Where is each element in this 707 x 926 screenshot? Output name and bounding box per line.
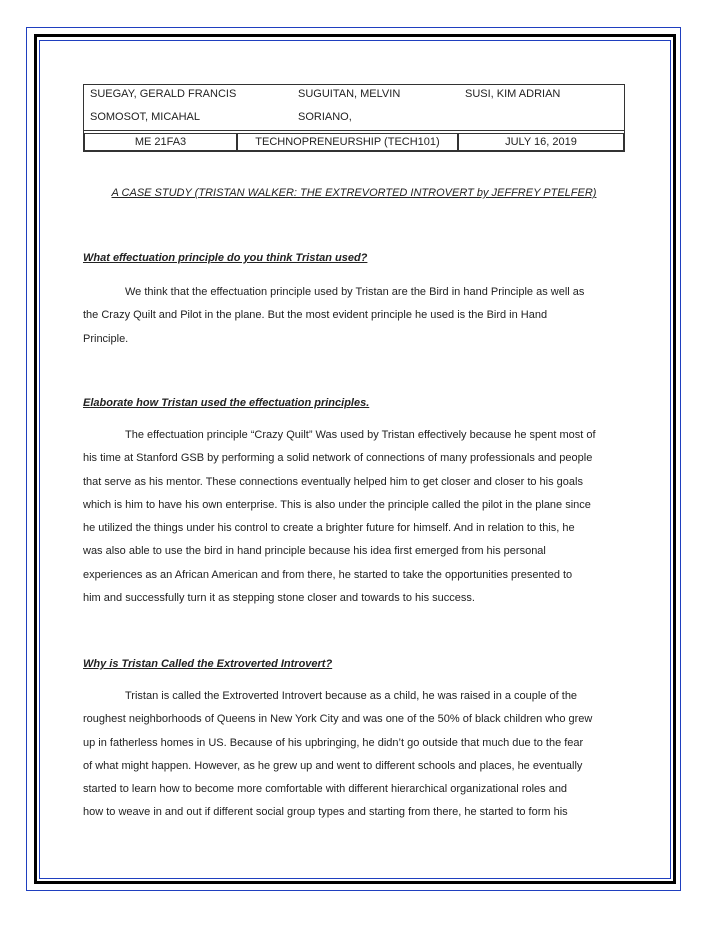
paragraph-line: roughest neighborhoods of Queens in New York City and was one of the 50% of black children who grew bbox=[83, 713, 593, 726]
author-name: SUEGAY, GERALD FRANCIS bbox=[90, 88, 237, 100]
answer-paragraph bbox=[83, 281, 628, 351]
paragraph-line: the Crazy Quilt and Pilot in the plane. But the most evident principle he used is the Bird in Hand bbox=[83, 309, 548, 322]
paragraph-line: that serve as his mentor. These connections eventually helped him to get closer and closer to his goals bbox=[83, 475, 583, 488]
paragraph-line: him and successfully turn it as stepping stone closer and towards to his success. bbox=[83, 592, 475, 605]
paragraph-line: experiences as an African American and from there, he started to take the opportunities presented to bbox=[83, 568, 573, 581]
paragraph-line: Principle. bbox=[83, 332, 129, 345]
answer-paragraph bbox=[83, 424, 628, 610]
section-cell: ME 21FA3 bbox=[84, 133, 237, 151]
author-name: SUGUITAN, MELVIN bbox=[298, 88, 401, 100]
question-heading: What effectuation principle do you think Tristan used? bbox=[83, 252, 368, 264]
paragraph-line: of what might happen. However, as he grew up and went to different schools and places, he eventually bbox=[83, 759, 583, 772]
author-name: SUSI, KIM ADRIAN bbox=[465, 88, 561, 100]
paragraph-line: The effectuation principle “Crazy Quilt” Was used by Tristan effectively because he spent most of bbox=[125, 429, 596, 441]
paragraph-line: was also able to use the bird in hand principle because his idea first emerged from his personal bbox=[83, 545, 546, 558]
paragraph-line: started to learn how to become more comfortable with different hierarchical organizational roles and bbox=[83, 783, 568, 796]
paragraph-line: his time at Stanford GSB by performing a solid network of connections of many professionals and people bbox=[83, 452, 593, 465]
paragraph-line: up in fatherless homes in US. Because of his upbringing, he didn’t go outside that much due to the fear bbox=[83, 736, 584, 749]
date-cell: JULY 16, 2019 bbox=[458, 133, 624, 151]
course-cell: TECHNOPRENEURSHIP (TECH101) bbox=[237, 133, 458, 151]
document-title: A CASE STUDY (TRISTAN WALKER: THE EXTREVORTED INTROVERT by JEFFREY PTELFER) bbox=[111, 187, 597, 199]
author-name: SORIANO, bbox=[298, 111, 352, 123]
paragraph-line: which is him to have his own enterprise. This is also under the principle called the pilot in the plane since bbox=[83, 498, 591, 511]
paragraph-line: Tristan is called the Extroverted Introvert because as a child, he was raised in a couple of the bbox=[125, 690, 578, 702]
answer-paragraph bbox=[83, 685, 628, 825]
header-table bbox=[83, 84, 625, 152]
header-info-row bbox=[84, 130, 624, 153]
paragraph-line: We think that the effectuation principle used by Tristan are the Bird in hand Principle as well as bbox=[125, 286, 585, 298]
question-heading: Elaborate how Tristan used the effectuation principles. bbox=[83, 397, 370, 409]
paragraph-line: how to weave in and out if different social group types and starting from there, he started to form his bbox=[83, 806, 568, 819]
question-heading: Why is Tristan Called the Extroverted Introvert? bbox=[83, 658, 333, 670]
author-name: SOMOSOT, MICAHAL bbox=[90, 111, 201, 123]
paragraph-line: he utilized the things under his control to create a brighter future for himself. And in relation to this, he bbox=[83, 522, 575, 535]
